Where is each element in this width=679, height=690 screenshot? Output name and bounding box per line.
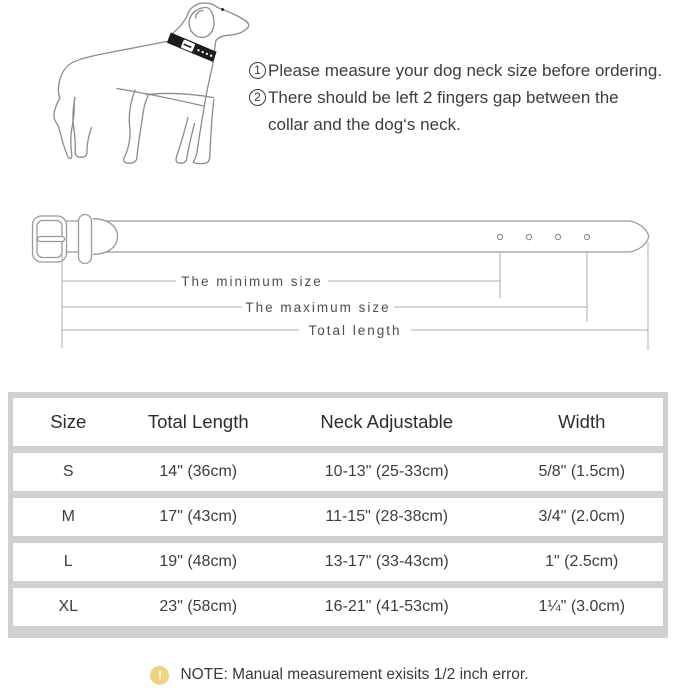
instruction-item xyxy=(249,84,669,138)
cell-width: 5/8" (1.5cm) xyxy=(538,463,626,480)
measuring-instructions xyxy=(249,57,669,138)
column-header-neck-adjustable: Neck Adjustable xyxy=(320,411,454,432)
circled-number-2: 2 xyxy=(249,89,266,106)
circled-number-1: 1 xyxy=(249,62,266,79)
dog-line-art xyxy=(18,0,268,195)
column-header-total-length: Total Length xyxy=(147,411,249,432)
cell-width: 1¼" (3.0cm) xyxy=(538,598,626,615)
collar-keeper xyxy=(79,215,92,264)
cell-size: XL xyxy=(58,598,79,615)
cell-size: L xyxy=(63,553,73,570)
dog-ear xyxy=(189,7,214,37)
dog-outline xyxy=(54,3,249,164)
cell-neck-adjustable: 10-13" (25-33cm) xyxy=(324,463,449,480)
collar-measurement-diagram xyxy=(0,195,679,360)
cell-total-length: 23" (58cm) xyxy=(159,598,238,615)
cell-width: 1" (2.5cm) xyxy=(545,553,619,570)
instruction-item xyxy=(249,57,669,84)
column-header-width: Width xyxy=(558,411,606,432)
column-header-size: Size xyxy=(50,411,87,432)
note-text: NOTE: Manual measurement exisits 1/2 inch error. xyxy=(180,666,529,683)
minimum-size-label: The minimum size xyxy=(181,274,323,289)
cell-size: M xyxy=(61,508,75,525)
measurement-note xyxy=(0,663,679,687)
cell-neck-adjustable: 16-21" (41-53cm) xyxy=(324,598,449,615)
table-row xyxy=(13,453,663,491)
dog-eye xyxy=(221,8,224,11)
cell-size: S xyxy=(62,463,74,480)
table-row xyxy=(13,543,663,581)
table-row xyxy=(13,588,663,626)
exclamation-icon: ! xyxy=(150,666,169,685)
total-length-label: Total length xyxy=(308,323,402,338)
size-table xyxy=(8,392,668,638)
dog-collar xyxy=(167,33,217,63)
cell-total-length: 14" (36cm) xyxy=(159,463,238,480)
cell-neck-adjustable: 13-17" (33-43cm) xyxy=(324,553,449,570)
collar-buckle xyxy=(33,216,67,262)
maximum-size-label: The maximum size xyxy=(245,300,391,315)
cell-width: 3/4" (2.0cm) xyxy=(538,508,626,525)
instruction-text: There should be left 2 fingers gap between the collar and the dog‘s neck. xyxy=(268,88,619,134)
table-header-row xyxy=(13,398,663,446)
cell-total-length: 17" (43cm) xyxy=(159,508,238,525)
table-row xyxy=(13,498,663,536)
cell-neck-adjustable: 11-15" (28-38cm) xyxy=(325,508,449,525)
cell-total-length: 19" (48cm) xyxy=(159,553,238,570)
instruction-text: Please measure your dog neck size before ordering. xyxy=(268,61,663,80)
